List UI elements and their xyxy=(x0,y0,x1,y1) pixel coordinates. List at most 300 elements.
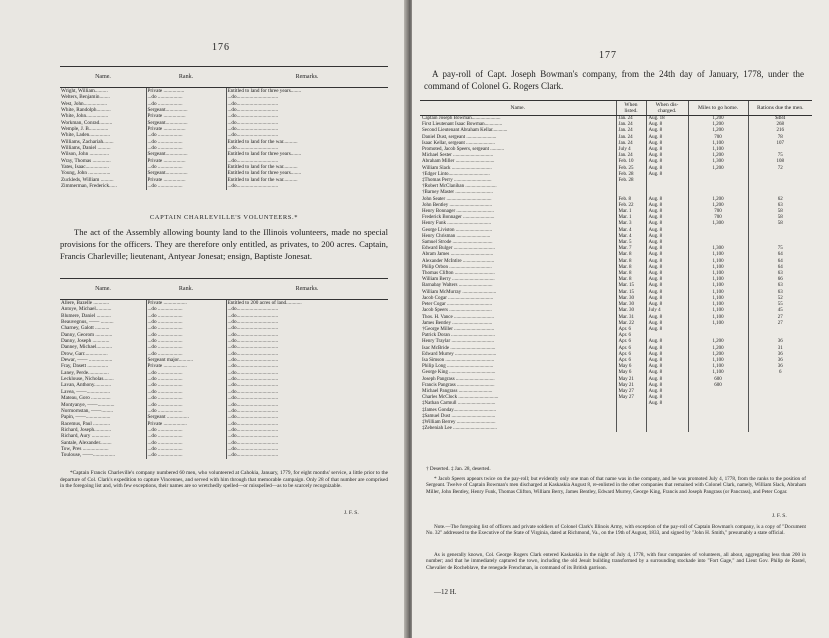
cell-rank: Sergeant................. xyxy=(146,120,226,126)
cell-name: Patrick Doran ................................... xyxy=(422,333,495,339)
cell-listed: Mar. 1 xyxy=(616,215,646,221)
left-page xyxy=(0,0,410,638)
cell-discharged: Aug. 18 xyxy=(646,116,688,123)
cell-name: ‡Thomas Perry .............................. xyxy=(422,178,492,184)
cell-name: Papin, ——................... xyxy=(60,414,146,420)
cell-remarks: ...do................................ xyxy=(227,338,279,345)
cell-remarks: ...do................................ xyxy=(227,395,279,402)
cell-rank: ...do ................... xyxy=(146,183,226,189)
cell-discharged: Aug. 8 xyxy=(646,290,688,296)
cell-discharged: Aug. 8 xyxy=(646,377,688,383)
cell-discharged: Aug. 8 xyxy=(646,358,688,364)
table-row xyxy=(420,426,812,432)
cell-rations: 36 xyxy=(748,364,812,370)
cell-rations: 216 xyxy=(748,128,812,134)
cell-remarks: ...do................................ xyxy=(227,439,279,446)
cell-rank: ...do ................... xyxy=(146,402,226,408)
cell-name: Abraham Miller ............................... xyxy=(422,159,495,165)
cell-remarks: ...do................................ xyxy=(227,107,279,114)
cell-rank: Sergeant................. xyxy=(146,107,226,113)
cell-listed: Mar. 8 xyxy=(616,271,646,277)
cell-discharged: July 4 xyxy=(646,308,688,314)
cell-remarks: ...do................................ xyxy=(227,414,279,421)
cell-rank: ...do ................... xyxy=(146,139,226,145)
cell-rations: 108 xyxy=(748,159,812,165)
cell-listed: Feb. 8 xyxy=(616,197,646,203)
cell-listed: Feb. 28 xyxy=(616,178,646,184)
cell-rank: Private .................. xyxy=(146,421,226,427)
column-header-when-discharged: When dis-charged. xyxy=(646,101,688,116)
right-page xyxy=(412,0,829,638)
cell-remarks: ...do................................ xyxy=(227,312,279,319)
cell-name: Michael Sester ................................ xyxy=(422,153,494,159)
cell-name: First Lieutenant Isaac Bowman.............. xyxy=(422,122,503,128)
cell-name: Isac McBride .................................... xyxy=(422,345,496,351)
cell-discharged: Aug. 8 xyxy=(646,277,688,283)
cell-discharged: Aug. 8 xyxy=(646,203,688,209)
cell-rank: ...do ................... xyxy=(146,408,226,414)
cell-name: James Bentley ................................ xyxy=(422,320,493,326)
cell-remarks: ...do................................ xyxy=(227,401,279,408)
cell-name: White, Laden................ xyxy=(60,132,146,138)
cell-rations: 75 xyxy=(748,153,812,159)
cell-listed: Feb. 28 xyxy=(616,172,646,178)
cell-name: ‡William Berrey ............................... xyxy=(422,419,496,425)
cell-discharged: Aug. 8 xyxy=(646,259,688,265)
cell-name: Antoye, Michael............ xyxy=(60,306,146,312)
cell-name: Henry Funk ................................... xyxy=(422,221,492,227)
cell-rations: 66 xyxy=(748,277,812,283)
cell-rank: ...do ................... xyxy=(146,338,226,344)
cell-rank: Private .................. xyxy=(146,363,226,369)
cell-listed: May 27 xyxy=(616,395,646,401)
section-paragraph: The act of the Assembly allowing bounty land to the Illinois volunteers, made no special provisions for the officers. They are therefore only entitled, as privates, to 200 acres. Captain, Francis Charleville; lieutenant, Antyear Jonesat; ensign, Baptiste Jonesat. xyxy=(60,227,388,261)
cell-rations: 27 xyxy=(748,315,812,321)
cell-name: Beauvegnus, —— .......... xyxy=(60,319,146,325)
cell-name: Wemple, J. B............... xyxy=(60,126,146,132)
cell-name: Normornstan, ——......... xyxy=(60,408,146,414)
cell-miles: 1,100 xyxy=(688,265,748,271)
cell-rank: Private ................. xyxy=(146,177,226,183)
cell-rank: ...do ................... xyxy=(146,351,226,357)
cell-rank: Sergeant ................. xyxy=(146,414,226,420)
cell-name: Montyanye, ——............. xyxy=(60,402,146,408)
cell-miles: 1,200 xyxy=(688,346,748,352)
cell-miles: 1,100 xyxy=(688,147,748,153)
cell-name: ‡Zebeniah Lee ................................... xyxy=(422,426,497,432)
cell-name: Charles McClock ................................ xyxy=(422,395,499,401)
table-row xyxy=(420,116,812,123)
cell-rank: ...do ................... xyxy=(146,440,226,446)
page-number: 177 xyxy=(599,50,617,61)
cell-name: West, John.................. xyxy=(60,101,146,107)
cell-remarks: Entitled to land for the war........... xyxy=(227,176,298,183)
cell-discharged: Aug. 8 xyxy=(646,271,688,277)
cell-rank: ...do ................... xyxy=(146,427,226,433)
cell-miles: 600 xyxy=(688,383,748,389)
cell-listed: Apr. 6 xyxy=(616,352,646,358)
cell-rank: ...do ................... xyxy=(146,313,226,319)
cell-listed: Mar. 22 xyxy=(616,321,646,327)
cell-rank: Sergeant major........... xyxy=(146,357,226,363)
cell-discharged: Aug. 8 xyxy=(646,246,688,252)
cell-remarks: Entitled to land for three years........ xyxy=(227,151,302,158)
cell-remarks: Entitled to land for three years........ xyxy=(227,170,302,177)
cell-name: Tow, Pres .................... xyxy=(60,446,146,452)
cell-name: Henry Traylar .................................. xyxy=(422,339,494,345)
cell-remarks: ...do................................ xyxy=(227,363,279,370)
cell-remarks: Entitled to land for the war........... xyxy=(227,138,298,145)
cell-rank: ...do ................... xyxy=(146,395,226,401)
cell-rations: 6 xyxy=(748,370,812,376)
signature-mark: —12 H. xyxy=(434,588,457,596)
cell-miles: 1,100 xyxy=(688,259,748,265)
cell-discharged: Aug. 8 xyxy=(646,135,688,141)
cell-discharged: Aug. 8 xyxy=(646,128,688,134)
cell-remarks: ...do................................ xyxy=(227,319,279,326)
cell-name: William Slack ................................ xyxy=(422,165,492,171)
cell-rations: 58 xyxy=(748,221,812,227)
cell-listed: May 27 xyxy=(616,389,646,395)
cell-listed: Mar. 31 xyxy=(616,315,646,321)
cell-name: Francis Pangrass .............................. xyxy=(422,382,495,388)
footnote: *Captain Francis Charleville's company numbered 60 men, who volunteered at Cahokia, January, 1779, for eight months' service, a little prior to the departure of Col. Clark's expedition to capture Vincennes, and served with him through that memorable campaign. Only 28 of that number are comprised in the foregoing list and, with few exceptions, their names are so wretchedly spelled—or misspelled—as to be scarcely recognizable. xyxy=(60,470,388,490)
cell-rank: ...do ................... xyxy=(146,344,226,350)
cell-name: †Barney Master .............................. xyxy=(422,190,493,196)
cell-listed: Jan. 24 xyxy=(616,135,646,141)
cell-rank: Sergeant................. xyxy=(146,170,226,176)
cell-name: Drow, Garr.................. xyxy=(60,351,146,357)
cell-remarks: ...do................................ xyxy=(227,100,279,107)
cell-discharged: Aug. 8 xyxy=(646,370,688,376)
cell-rank: ...do ................... xyxy=(146,101,226,107)
cell-rank: ...do ................... xyxy=(146,325,226,331)
cell-discharged: Aug. 8 xyxy=(646,283,688,289)
cell-name: Wilson, John ............... xyxy=(60,151,146,157)
cell-name: †Robert McClanihan ......................... xyxy=(422,184,497,190)
cell-listed: Mar. 30 xyxy=(616,308,646,314)
cell-rank: ...do ................... xyxy=(146,382,226,388)
column-header-name: Name. xyxy=(420,101,616,116)
cell-name: Thomas Clifton ................................ xyxy=(422,271,495,277)
cell-rations: 63 xyxy=(748,283,812,289)
cell-name: Samuel Strode ................................ xyxy=(422,240,493,246)
cell-name: Philip Orbon .................................. xyxy=(422,264,492,270)
cell-miles: 1,100 xyxy=(688,358,748,364)
cell-listed: Mar. 4 xyxy=(616,234,646,240)
cell-discharged: Aug. 8 xyxy=(646,395,688,401)
cell-miles: 600 xyxy=(688,377,748,383)
cell-discharged: Aug. 8 xyxy=(646,240,688,246)
cell-remarks: ...do................................ xyxy=(227,376,279,383)
cell-name: John Bentley .................................. xyxy=(422,202,492,208)
cell-rations: 55 xyxy=(748,302,812,308)
cell-listed: July 4 xyxy=(616,147,646,153)
cell-discharged: Aug. 8 xyxy=(646,221,688,227)
cell-listed: Apr. 6 xyxy=(616,358,646,364)
cell-discharged: Aug. 8 xyxy=(646,352,688,358)
cell-name: Isaac Kellar, sergeant ....................... xyxy=(422,140,495,146)
payroll-title: A pay-roll of Capt. Joseph Bowman's company, from the 24th day of January, 1778, under the command of Colonel G. Rogers Clark. xyxy=(424,69,804,91)
cell-discharged: Aug. 8 xyxy=(646,315,688,321)
cell-rations: 64 xyxy=(748,265,812,271)
cell-rations: 63 xyxy=(748,271,812,277)
cell-listed: Feb. 25 xyxy=(616,166,646,172)
cell-name: Richard, Aury .............. xyxy=(60,433,146,439)
column-header-rank: Rank. xyxy=(146,279,226,300)
column-header-remarks: Remarks. xyxy=(226,279,388,300)
table-row xyxy=(60,183,388,189)
cell-listed: May 21 xyxy=(616,383,646,389)
cell-discharged xyxy=(646,426,688,432)
cell-miles: 1,300 xyxy=(688,246,748,252)
cell-name: Daniel Dust, sergeant ........................ xyxy=(422,134,497,140)
cell-name: Danny, Georom ............. xyxy=(60,332,146,338)
column-header-when-listed: When listed. xyxy=(616,101,646,116)
cell-remarks: ...do................................ xyxy=(227,119,279,126)
cell-rank: Private .................. xyxy=(146,300,226,307)
cell-name: Edward Bulger ................................. xyxy=(422,246,495,252)
cell-name: Barnabay Walters ........................... xyxy=(422,283,493,289)
cell-name: Fray, Dasett ................ xyxy=(60,363,146,369)
cell-rations: 64 xyxy=(748,252,812,258)
page-number: 176 xyxy=(212,42,230,53)
column-header-rank: Rank. xyxy=(146,67,226,88)
cell-discharged: Aug. 8 xyxy=(646,147,688,153)
cell-miles: 700 xyxy=(688,135,748,141)
cell-name: Dewar, —— .................. xyxy=(60,357,146,363)
cell-miles: 1,200 xyxy=(688,203,748,209)
cell-name: Workman, Conrad.......... xyxy=(60,120,146,126)
cell-name: Santale, Alexander......... xyxy=(60,440,146,446)
cell-name: Wright, William.......... xyxy=(60,88,146,95)
cell-name: Racemus, Paul ............. xyxy=(60,421,146,427)
cell-rank: Private ................ xyxy=(146,88,226,95)
cell-remarks: ...do................................ xyxy=(227,325,279,332)
cell-listed: Feb. 10 xyxy=(616,159,646,165)
cell-name: Williams, Zachariah........ xyxy=(60,139,146,145)
cell-listed: Mar. 30 xyxy=(616,296,646,302)
cell-miles: 1,300 xyxy=(688,159,748,165)
cell-miles: 1,100 xyxy=(688,370,748,376)
cell-rations: 58 xyxy=(748,209,812,215)
cell-name: Welters, Benjamin........ xyxy=(60,94,146,100)
table-row xyxy=(60,452,388,458)
cell-discharged: Aug. 8 xyxy=(646,327,688,333)
cell-remarks: ...do................................ xyxy=(227,420,279,427)
cell-listed: Mar. 1 xyxy=(616,209,646,215)
column-header-miles: Miles to go home. xyxy=(688,101,748,116)
cell-name: Philip Long ..................................... xyxy=(422,364,494,370)
cell-miles: 1,100 xyxy=(688,315,748,321)
cell-remarks: ...do................................ xyxy=(227,350,279,357)
cell-name: Lavan, Anthony............. xyxy=(60,382,146,388)
cell-rank: ...do ................... xyxy=(146,306,226,312)
cell-name: Mateau, Goro ............... xyxy=(60,395,146,401)
cell-discharged: Aug. 8 xyxy=(646,346,688,352)
volunteers-table xyxy=(60,278,388,459)
cell-miles: 1,200 xyxy=(688,116,748,123)
cell-name: Michael Pangrass ........................... xyxy=(422,388,493,394)
cell-discharged: Aug. 8 xyxy=(646,166,688,172)
cell-rank: ...do ................... xyxy=(146,94,226,100)
cell-name: Zimmerman, Frederick...... xyxy=(60,183,146,189)
cell-name: White, Randolph........... xyxy=(60,107,146,113)
cell-listed: Apr. 6 xyxy=(616,339,646,345)
cell-name: †George Miller ................................ xyxy=(422,326,495,332)
cell-rations: 36 xyxy=(748,358,812,364)
cell-listed: Apr. 6 xyxy=(616,333,646,339)
cell-name: Henry Chrisman ........................... xyxy=(422,233,491,239)
note-paragraph: Note.—The foregoing list of officers and private soldiers of Colonel Clark's Illinois Army, with exception of the pay-roll of Captain Bowman's company, is a copy of "Document No. 32" addressed to the Executive of the State of Virginia, dated at Richmond, Va., on the 19th of August, 1833, and signed by "John H. Smith," presumably a state official. xyxy=(426,524,806,537)
column-header-rations: Rations due the men. xyxy=(748,101,812,116)
cell-name: William McMurray ........................... xyxy=(422,289,497,295)
cell-rations: 36 xyxy=(748,352,812,358)
cell-remarks: Entitled to 200 acres of land............ xyxy=(227,300,302,306)
cell-miles: 1,200 xyxy=(688,197,748,203)
cell-listed: Jan. 24 xyxy=(616,122,646,128)
cell-name: Laney, Perde................ xyxy=(60,370,146,376)
cell-rations: 72 xyxy=(748,166,812,172)
cell-miles: 1,100 xyxy=(688,296,748,302)
cell-name: Henry Bonnager .............................. xyxy=(422,209,494,215)
cell-rank: Sergeant................. xyxy=(146,151,226,157)
cell-rank: ...do ................... xyxy=(146,319,226,325)
cell-discharged: Aug. 8 xyxy=(646,296,688,302)
cell-discharged: Aug. 8 xyxy=(646,172,688,178)
cell-rations: 75 xyxy=(748,246,812,252)
cell-listed: Mar. 8 xyxy=(616,265,646,271)
cell-discharged: Aug. 8 xyxy=(646,153,688,159)
cell-miles: 1,100 xyxy=(688,290,748,296)
cell-name: Zuckleds, William .......... xyxy=(60,177,146,183)
cell-discharged: Aug. 8 xyxy=(646,141,688,147)
cell-discharged: Aug. 8 xyxy=(646,122,688,128)
table-row xyxy=(60,88,388,95)
cell-name: Danney, Michael............ xyxy=(60,344,146,350)
cell-discharged: Aug. 8 xyxy=(646,265,688,271)
cell-discharged: Aug. 8 xyxy=(646,234,688,240)
cell-discharged: Aug. 8 xyxy=(646,302,688,308)
cell-listed: May 6 xyxy=(616,364,646,370)
cell-name: ‡Nathan Carmull .............................. xyxy=(422,401,496,407)
cell-miles: 1,100 xyxy=(688,252,748,258)
cell-miles: 700 xyxy=(688,209,748,215)
cell-name: Danny, Joseph ............. xyxy=(60,338,146,344)
cell-rank: ...do ................... xyxy=(146,433,226,439)
payroll-table xyxy=(420,100,812,432)
cell-rank: Private ................. xyxy=(146,113,226,119)
cell-remarks: ...do................................ xyxy=(227,331,279,338)
cell-name: Edward Murrey ................................. xyxy=(422,351,497,357)
column-header-remarks: Remarks. xyxy=(226,67,388,88)
cell-name: Toulouse, ——................. xyxy=(60,452,146,458)
cell-listed: Mar. 8 xyxy=(616,252,646,258)
cell-remarks: ...do................................ xyxy=(227,433,279,440)
cell-name: Abram James .................................. xyxy=(422,252,494,258)
cell-name: John Seater .................................... xyxy=(422,196,492,202)
cell-miles: 1,100 xyxy=(688,277,748,283)
cell-name: George Liviston ............................. xyxy=(422,227,493,233)
cell-listed: Mar. 8 xyxy=(616,259,646,265)
cell-miles: 700 xyxy=(688,215,748,221)
cell-miles: 1,100 xyxy=(688,271,748,277)
cell-listed: Mar. 3 xyxy=(616,221,646,227)
cell-miles: 1,100 xyxy=(688,141,748,147)
cell-remarks: ...do................................ xyxy=(227,344,279,351)
history-paragraph: As is generally known, Col. George Rogers Clark entered Kaskaskia in the night of July 4, 1778, with four companies of volunteers, all about, aggregating less than 200 in number; and that he immediately captured the town, including the old Jesuit building transformed by a surrounding stockade into "Fort Gage," and Lieut Gov. Philip de Rastel, Chevalier de Rocheblave, the renegade Frenchman, in command of its British garrison. xyxy=(426,552,806,571)
cell-rations: 64 xyxy=(748,259,812,265)
cell-name: Alexander McIntire ......................... xyxy=(422,258,495,264)
cell-rations: 78 xyxy=(748,135,812,141)
cell-rations: 45 xyxy=(748,308,812,314)
cell-remarks: ...do................................ xyxy=(227,407,279,414)
cell-rank: ...do ................... xyxy=(146,452,226,458)
cell-name: Isa Simson ....................................... xyxy=(422,357,495,363)
cell-rank: ...do ................... xyxy=(146,132,226,138)
cell-name: Wray, Thomas .............. xyxy=(60,158,146,164)
cell-listed: May 6 xyxy=(616,370,646,376)
cell-name: Lavea, ——.................. xyxy=(60,389,146,395)
cell-name: †Edger Linto................................. xyxy=(422,171,490,177)
cell-discharged: Aug. 8 xyxy=(646,252,688,258)
cell-rations: 27 xyxy=(748,321,812,327)
cell-discharged: Aug. 8 xyxy=(646,339,688,345)
cell-rank: ...do ................... xyxy=(146,332,226,338)
cell-name: White, John................. xyxy=(60,113,146,119)
cell-listed: Mar. 8 xyxy=(616,277,646,283)
cell-remarks: ...do................................ xyxy=(227,445,279,452)
cell-listed xyxy=(616,426,646,432)
cell-name: Lecklouse, Nicholas........ xyxy=(60,376,146,382)
cell-name: Promoted, Jacob Speers, sergeant ........... xyxy=(422,147,504,153)
cell-name: Jacob Cogar .................................... xyxy=(422,295,494,301)
cell-name: Allere, Bazelle ............ xyxy=(60,300,146,307)
cell-listed: Mar. 5 xyxy=(616,240,646,246)
cell-remarks: ...do................................ xyxy=(227,306,279,313)
cell-miles xyxy=(688,426,748,432)
cell-rank: ...do ................... xyxy=(146,376,226,382)
cell-listed: Mar. 30 xyxy=(616,302,646,308)
cell-remarks: ...do................................ xyxy=(227,388,279,395)
cell-rations xyxy=(748,426,812,432)
cell-rank: Private ................. xyxy=(146,158,226,164)
cell-discharged: Aug. 8 xyxy=(646,197,688,203)
cell-miles: 1,200 xyxy=(688,128,748,134)
cell-rank: ...do ................... xyxy=(146,446,226,452)
cell-remarks: ...do................................ xyxy=(227,145,279,152)
cell-name: Charney, Galott ........... xyxy=(60,325,146,331)
cell-miles: 1,200 xyxy=(688,122,748,128)
cell-name: Joseph Pangrass ............................... xyxy=(422,376,495,382)
cell-remarks: ...do................................ xyxy=(227,357,279,364)
column-header-name: Name. xyxy=(60,279,146,300)
cell-miles: 1,300 xyxy=(688,221,748,227)
cell-name: Captain Joseph Bowman....................... xyxy=(422,116,501,121)
cell-remarks: ...do................................ xyxy=(227,382,279,389)
cell-rations: 268 xyxy=(748,122,812,128)
cell-remarks: Entitled to land for the war........... xyxy=(227,164,298,171)
signature: J. F. S. xyxy=(344,510,359,516)
cell-miles: 1,200 xyxy=(688,153,748,159)
cell-rations: 31 xyxy=(748,346,812,352)
cell-remarks: ...do................................ xyxy=(227,113,279,120)
column-header-name: Name. xyxy=(60,67,146,88)
cell-discharged: Aug. 8 xyxy=(646,383,688,389)
land-entitlement-table xyxy=(60,66,388,190)
cell-name: Thos. H. Vance ................................ xyxy=(422,314,494,320)
cell-rations: 63 xyxy=(748,203,812,209)
